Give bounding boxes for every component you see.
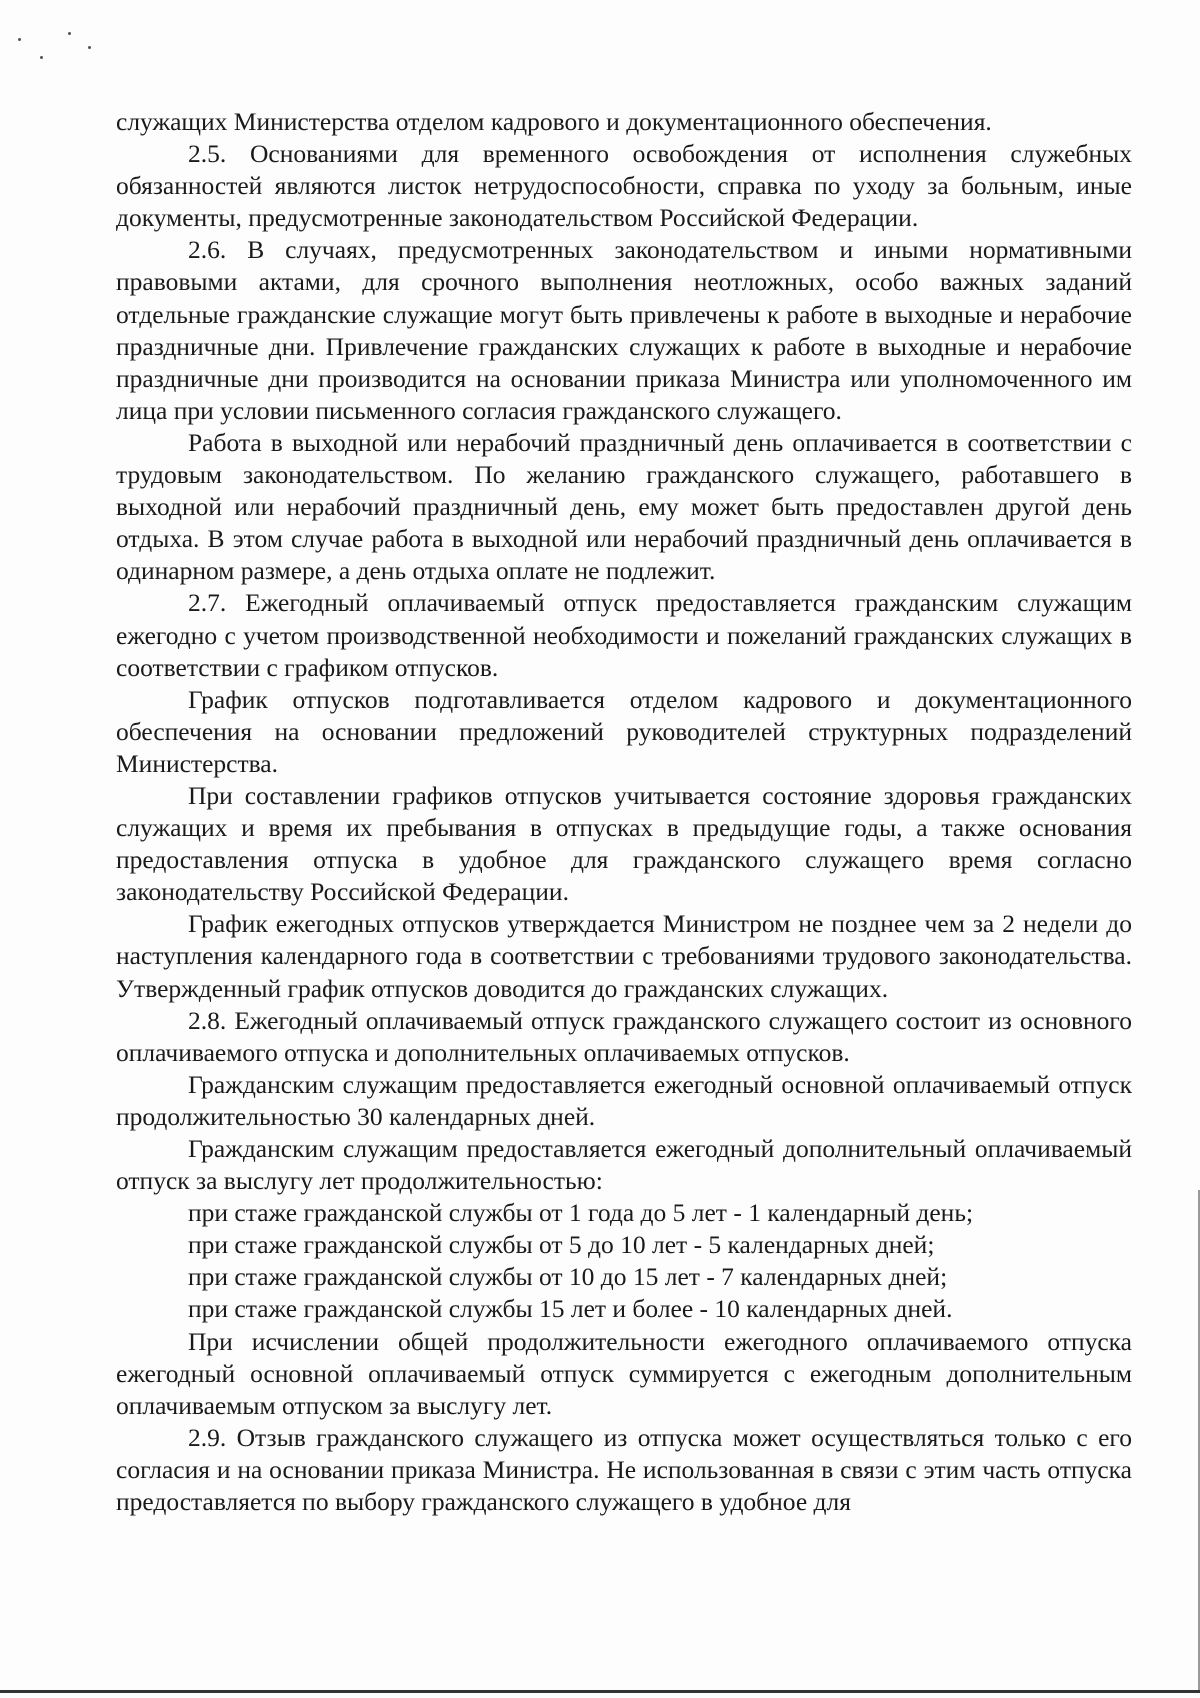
list-item: при стаже гражданской службы от 5 до 10 лет - 5 календарных дней; xyxy=(188,1230,935,1260)
paragraph-basic-leave: Гражданским служащим предоставляется ежегодный основной оплачиваемый отпуск продолжительностью 30 календарных дней. xyxy=(116,1069,1132,1131)
scan-speck xyxy=(88,46,91,49)
scan-bottom-edge xyxy=(0,1690,1200,1693)
paragraph-schedule-approval: График ежегодных отпусков утверждается Министром не позднее чем за 2 недели до наступления календарного года в соответствии с требованиями трудового законодательства. Утвержденный график отпусков доводится до гражданских служащих. xyxy=(116,909,1132,1003)
list-item: при стаже гражданской службы от 10 до 15 лет - 7 календарных дней; xyxy=(188,1262,948,1292)
paragraph-schedule-prep: График отпусков подготавливается отделом кадрового и документационного обеспечения на основании предложений руководителей структурных подразделений Министерства. xyxy=(116,684,1132,778)
scan-speck xyxy=(68,32,71,35)
scan-speck xyxy=(18,38,21,41)
paragraph-2-8: 2.8. Ежегодный оплачиваемый отпуск гражданского служащего состоит из основного оплачиваемого отпуска и дополнительных оплачиваемых отпусков. xyxy=(116,1005,1132,1067)
paragraph-2-7: 2.7. Ежегодный оплачиваемый отпуск предоставляется гражданским служащим ежегодно с учетом производственной необходимости и пожеланий гражданских служащих в соответствии с графиком отпусков. xyxy=(116,588,1132,682)
list-item: при стаже гражданской службы 15 лет и более - 10 календарных дней. xyxy=(188,1294,953,1324)
paragraph-total-duration: При исчислении общей продолжительности ежегодного оплачиваемого отпуска ежегодный основной оплачиваемый отпуск суммируется с ежегодным дополнительным оплачиваемым отпуском за выслугу лет. xyxy=(116,1326,1132,1420)
paragraph-2-9: 2.9. Отзыв гражданского служащего из отпуска может осуществляться только с его согласия и на основании приказа Министра. Не использованная в связи с этим часть отпуска предоставляется по выбору гражданского служащего в удобное для xyxy=(116,1422,1132,1517)
document-body xyxy=(116,106,1132,1518)
paragraph-continuation: служащих Министерства отделом кадрового и документационного обеспечения. xyxy=(116,107,992,136)
scan-speck xyxy=(40,56,43,59)
paragraph-2-5: 2.5. Основаниями для временного освобождения от исполнения служебных обязанностей являются листок нетрудоспособности, справка по уходу за больным, иные документы, предусмотренные законодательством Российской Федерации. xyxy=(116,139,1132,233)
paragraph-additional-leave: Гражданским служащим предоставляется ежегодный дополнительный оплачиваемый отпуск за выслугу лет продолжительностью: xyxy=(116,1134,1132,1196)
list-item: при стаже гражданской службы от 1 года до 5 лет - 1 календарный день; xyxy=(188,1198,974,1228)
paragraph-2-6: 2.6. В случаях, предусмотренных законодательством и иными нормативными правовыми актами, для срочного выполнения неотложных, особо важных заданий отдельные гражданские служащие могут быть привлечены к работе в выходные и нерабочие праздничные дни. Привлечение гражданских служащих к работе в выходные и нерабочие праздничные дни производится на основании приказа Министра или уполномоченного им лица при условии письменного согласия гражданского служащего. xyxy=(116,235,1132,425)
paragraph-schedule-criteria: При составлении графиков отпусков учитывается состояние здоровья гражданских служащих и время их пребывания в отпусках в предыдущие годы, а также основания предоставления отпуска в удобное для гражданского служащего время согласно законодательству Российской Федерации. xyxy=(116,780,1132,907)
paragraph-holiday-pay: Работа в выходной или нерабочий праздничный день оплачивается в соответствии с трудовым законодательством. По желанию гражданского служащего, работавшего в выходной или нерабочий праздничный день, ему может быть предоставлен другой день отдыха. В этом случае работа в выходной или нерабочий праздничный день оплачивается в одинарном размере, а день отдыха оплате не подлежит. xyxy=(116,427,1132,586)
